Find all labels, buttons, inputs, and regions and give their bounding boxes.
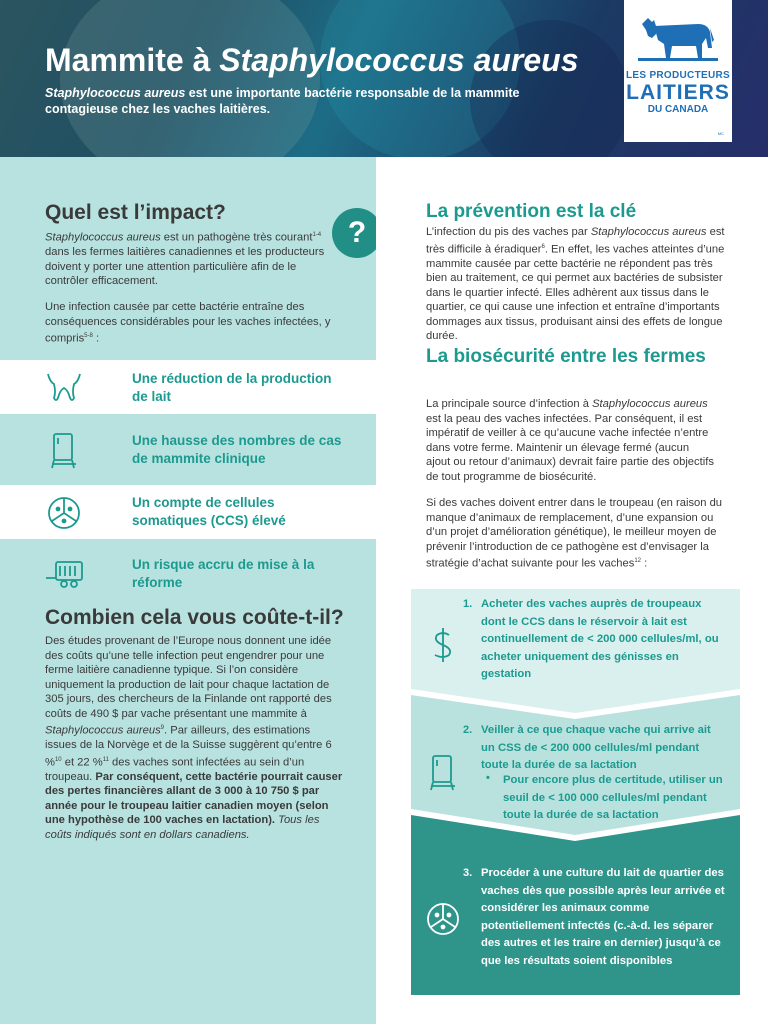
trailer-icon bbox=[44, 554, 84, 594]
milk-tank-icon bbox=[423, 752, 463, 792]
impact-item-label: Un compte de cellules somatiques (CCS) élevé bbox=[132, 495, 286, 528]
dollar-icon bbox=[423, 625, 463, 665]
impact-item bbox=[0, 360, 376, 414]
udder-icon bbox=[44, 368, 84, 408]
step-text: Veiller à ce que chaque vache qui arrive ait un CSS de < 200 000 cellules/ml pendant toute la durée de sa lactation bbox=[481, 724, 711, 771]
cow-icon bbox=[638, 14, 718, 62]
biosecurity-paragraph-1: La principale source d’infection à Staphylococcus aureus est la peau des vaches infectées. Par conséquent, il est impératif de veiller à ce qu’aucune vache infectée n’entre dans votre ferme. Maintenir un élevage fermé (aucun ajout ou retour d’animaux) devrait faire partie des objectifs de tout programme de biosécurité. bbox=[426, 398, 714, 483]
logo-line-2: LAITIERS bbox=[626, 81, 730, 104]
step-number: 1. bbox=[463, 598, 473, 610]
impact-paragraph-1: Staphylococcus aureus est un pathogène très courant$^{1-4}$ dans les fermes laitières canadiennes et les producteurs doivent y porter une attention particulière afin de le contrôler efficacement. bbox=[45, 231, 325, 288]
impact-item-label: Une hausse des nombres de cas de mammite clinique bbox=[132, 433, 342, 466]
logo-line-3: DU CANADA bbox=[647, 104, 709, 115]
step-number: 2. bbox=[463, 724, 473, 736]
impact-item bbox=[0, 546, 376, 600]
question-icon: ? bbox=[332, 208, 382, 258]
step-number: 3. bbox=[463, 867, 473, 879]
page-title: Mammite à Staphylococcus aureus bbox=[45, 42, 579, 78]
logo-line-1: LES PRODUCTEURS bbox=[626, 70, 730, 81]
impact-paragraph-2: Une infection causée par cette bactérie entraîne des conséquences considérables pour les vaches infectées, y compris$^{5-8}$ : bbox=[45, 301, 331, 345]
impact-item-label: Un risque accru de mise à la réforme bbox=[132, 557, 315, 590]
dairy-farmers-logo bbox=[624, 0, 732, 142]
cells-icon bbox=[423, 899, 463, 939]
impact-item bbox=[0, 485, 376, 539]
impact-item bbox=[0, 422, 376, 476]
bullet-dot: • bbox=[486, 772, 490, 784]
cells-icon bbox=[44, 493, 84, 533]
milk-tank-icon bbox=[44, 430, 84, 470]
header-banner bbox=[0, 0, 768, 157]
page-subtitle: Staphylococcus aureus est une importante bactérie responsable de la mammite contagieuse chez les vaches laitières. bbox=[45, 86, 520, 116]
prevention-paragraph: L’infection du pis des vaches par Staphylococcus aureus est très difficile à éradiquer$^6$. En effet, les vaches atteintes d’une mammite causée par cette bactérie ne répondent pas très bien au traitement, ce qui permet aux bactéries de subsister dans le quartier infecté. Elles adhèrent aux tissus dans le quartier, ce qui cause une infection et entraîne d’importants dommages aux tissus, produisant ainsi des effets de longue durée. bbox=[426, 226, 725, 343]
biosecurity-heading: La biosécurité entre les fermes bbox=[426, 346, 706, 367]
impact-heading: Quel est l’impact? bbox=[45, 201, 226, 224]
cost-paragraph: Des études provenant de l’Europe nous donnent une idée des coûts qu’une telle infection peut engendrer pour une ferme laitière canadienne typique. Si l’on considère uniquement la production de lait pour chaque lactation de 305 jours, des chercheurs de la Finlande ont rapporté des coûts de 490 $ par vache présentant une mammite à Staphylococcus aureus$^9$. Par ailleurs, des estimations issues de la Norvège et de la Suisse suggèrent qu’entre 6 %$^{10}$ et 22 %$^{11}$ des vaches sont infectées au sein d’un troupeau. Par conséquent, cette bactérie pourrait causer des pertes financières allant de 3 000 à 10 750 $ par année pour le troupeau laitier canadien moyen (selon une hypothèse de 100 vaches en lactation). Tous les coûts indiqués sont en dollars canadiens. bbox=[45, 635, 343, 841]
biosecurity-paragraph-2: Si des vaches doivent entrer dans le troupeau (en raison du manque d’animaux de remplacement, d’une expansion ou d’un projet d’amélioration génétique), le meilleur moyen de prévenir l’introduction de ce pathogène est d’envisager la stratégie d’achat suivante pour les vaches$^{12}$ : bbox=[426, 497, 723, 570]
cost-heading: Combien cela vous coûte-t-il? bbox=[45, 606, 344, 629]
step-bullet-text: Pour encore plus de certitude, utiliser un seuil de < 100 000 cellules/ml pendant toute la durée de sa lactation bbox=[503, 774, 723, 821]
impact-item-label: Une réduction de la production de lait bbox=[132, 371, 332, 404]
prevention-heading: La prévention est la clé bbox=[426, 201, 637, 222]
logo-trademark: MC bbox=[717, 131, 724, 136]
step-text: Acheter des vaches auprès de troupeaux dont le CCS dans le réservoir à lait est continuellement de < 200 000 cellules/ml, ou acheter uniquement des génisses en gestation bbox=[481, 598, 719, 680]
step-text: Procéder à une culture du lait de quartier des vaches dès que possible après leur arrivée et considérer les animaux comme potentiellement infectés (c.-à-d. les séparer des autres et les traire en dernier) jusqu’à ce que les résultats soient disponibles bbox=[481, 867, 725, 967]
